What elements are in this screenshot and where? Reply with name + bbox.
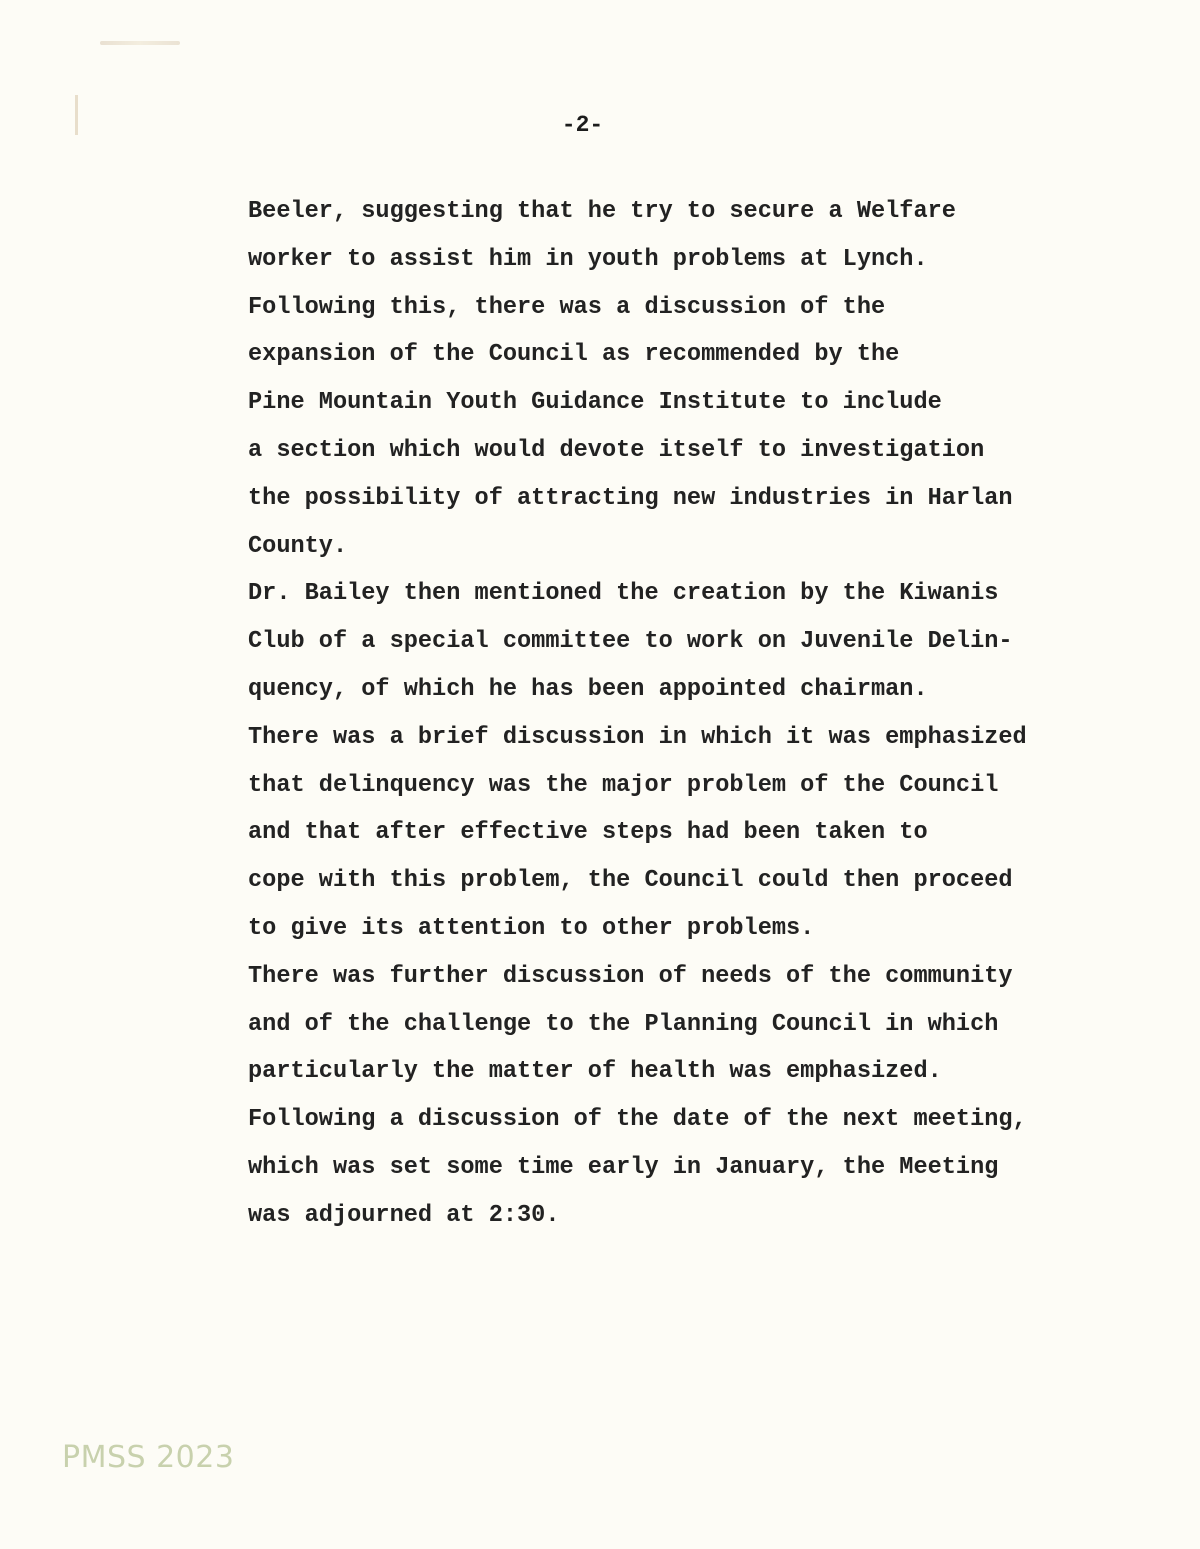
- text-line: Beeler, suggesting that he try to secure a Welfare: [248, 198, 956, 225]
- text-line: There was a brief discussion in which it was emphasized: [248, 723, 1027, 751]
- text-line: to give its attention to other problems.: [248, 914, 815, 942]
- text-line: quency, of which he has been appointed chairman.: [248, 675, 928, 703]
- text-line: and of the challenge to the Planning Council in which: [248, 1010, 999, 1038]
- text-line: that delinquency was the major problem of the Council: [248, 771, 999, 799]
- page-number: -2-: [561, 112, 604, 138]
- text-line: cope with this problem, the Council could then proceed: [248, 867, 1013, 895]
- text-line: worker to assist him in youth problems at Lynch.: [248, 245, 928, 273]
- paper-stain: [100, 41, 180, 45]
- text-line: Pine Mountain Youth Guidance Institute to include: [248, 389, 942, 417]
- text-line: expansion of the Council as recommended by the: [248, 341, 900, 369]
- text-line: the possibility of attracting new industries in Harlan: [248, 484, 1013, 512]
- text-line: Following this, there was a discussion of the: [248, 293, 886, 321]
- text-line: Dr. Bailey then mentioned the creation by the Kiwanis: [248, 580, 999, 608]
- text-line: which was set some time early in January, the Meeting: [248, 1153, 999, 1181]
- text-line: and that after effective steps had been taken to: [248, 819, 928, 847]
- text-line: was adjourned at 2:30.: [248, 1201, 560, 1229]
- document-body: [248, 188, 1027, 1240]
- watermark: PMSS 2023: [62, 1440, 235, 1475]
- text-line: There was further discussion of needs of the community: [248, 962, 1013, 990]
- text-line: Following a discussion of the date of the next meeting,: [248, 1106, 1027, 1134]
- text-line: particularly the matter of health was emphasized.: [248, 1058, 942, 1086]
- text-line: Club of a special committee to work on Juvenile Delin-: [248, 628, 1013, 656]
- text-line: a section which would devote itself to investigation: [248, 436, 985, 464]
- text-line: County.: [248, 532, 348, 560]
